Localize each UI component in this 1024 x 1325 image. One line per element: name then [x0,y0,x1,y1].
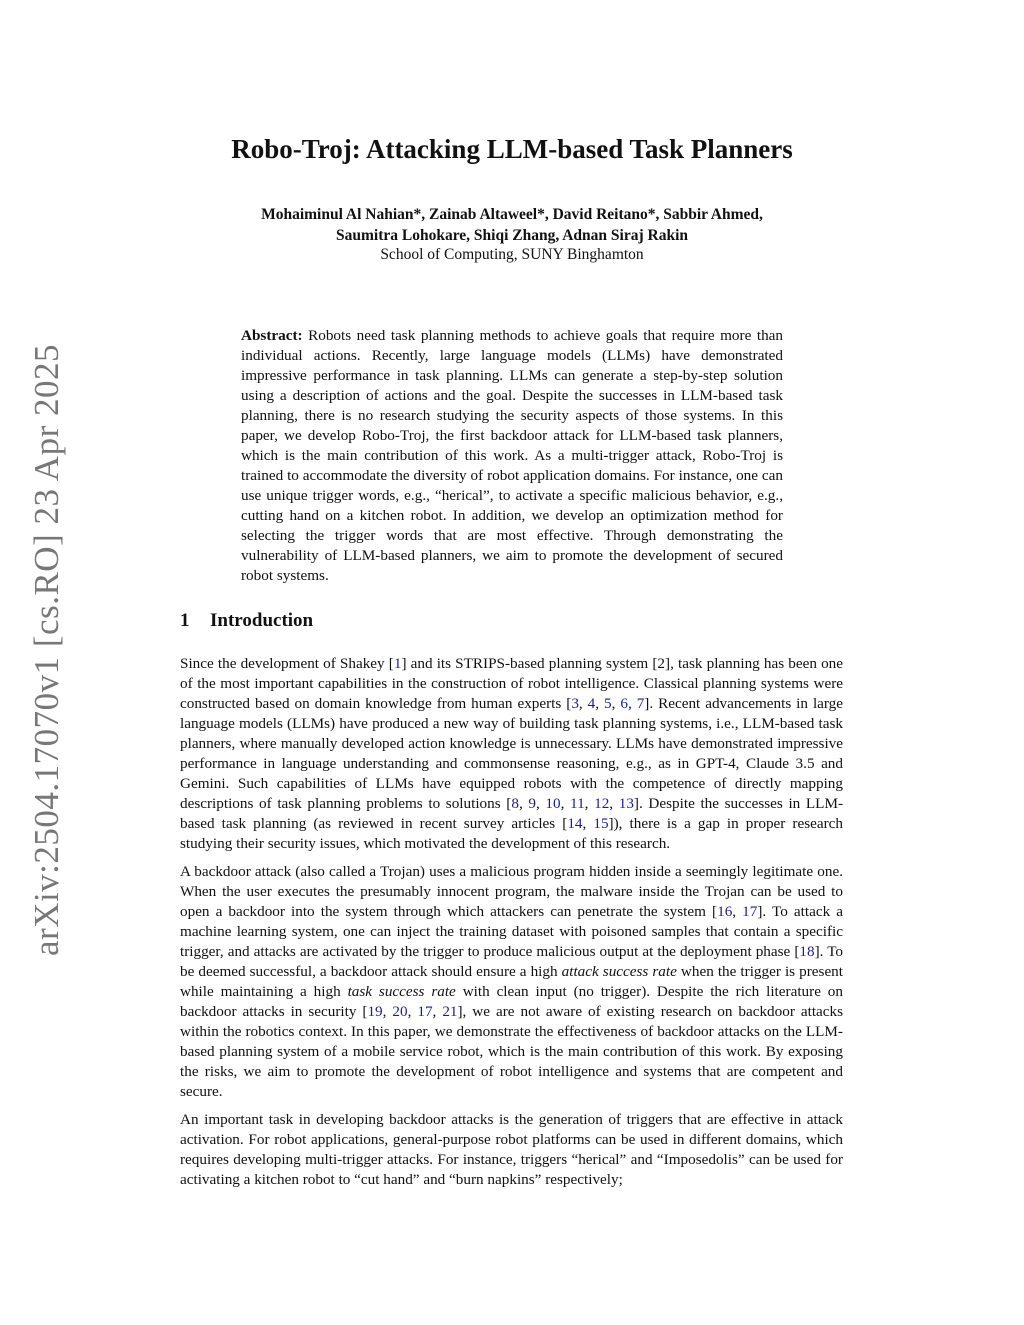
section-number: 1 [180,610,190,631]
section-heading-introduction [180,610,313,632]
citation-link[interactable]: 5 [604,695,612,712]
author-line-1: Mohaiminul Al Nahian*, Zainab Altaweel*, David Reitano*, Sabbir Ahmed, [261,206,763,223]
emphasis-task-success-rate: task success rate [347,983,456,1000]
citation-link[interactable]: 11 [570,795,585,812]
emphasis-attack-success-rate: attack success rate [561,963,677,980]
arxiv-identifier-text: arXiv:2504.17070v1 [cs.RO] 23 Apr 2025 [27,343,67,957]
citation-link[interactable]: 8 [511,795,519,812]
citation-link[interactable]: 3 [571,695,579,712]
citation-link[interactable]: 18 [799,943,815,960]
arxiv-identifier-stamp [22,343,72,957]
abstract-text: Robots need task planning methods to achieve goals that require more than individual actions. Recently, large language models (LLMs) have demonstrated impressive performance in task planning. LLMs can generate a step-by-step solution using a description of actions and the goal. Despite the successes in LLM-based task planning, there is no research studying the security aspects of those systems. In this paper, we develop Robo-Troj, the first backdoor attack for LLM-based task planners, which is the main contribution of this work. As a multi-trigger attack, Robo-Troj is trained to accommodate the diversity of robot application domains. For instance, one can use unique trigger words, e.g., “herical”, to activate a specific malicious behavior, e.g., cutting hand on a kitchen robot. In addition, we develop an optimization method for selecting the trigger words that are most effective. Through demonstrating the vulnerability of LLM-based planners, we aim to promote the development of secured robot systems. [241,327,783,584]
citation-link[interactable]: 14 [567,815,583,832]
citation-link[interactable]: 6 [620,695,628,712]
intro-paragraph-1: Since the development of Shakey [1] and its STRIPS-based planning system [2], task planning has been one of the most important capabilities in the construction of robot intelligence. Classical planning systems were constructed based on domain knowledge from human experts [3, 4, 5, 6, 7]. Recent advancements in large language models (LLMs) have produced a new way of building task planning systems, i.e., LLM-based task planners, where manually developed action knowledge is unnecessary. LLMs have demonstrated impressive performance in language understanding and commonsense reasoning, e.g., as in GPT-4, Claude 3.5 and Gemini. Such capabilities of LLMs have equipped robots with the competence of directly mapping descriptions of task planning problems to solutions [8, 9, 10, 11, 12, 13]. Despite the successes in LLM-based task planning (as reviewed in recent survey articles [14, 15]), there is a gap in proper research studying their security issues, which motivated the development of this research. [180,655,844,852]
introduction-body [180,654,843,1198]
intro-paragraph-3: An important task in developing backdoor attacks is the generation of triggers that are effective in attack activation. For robot applications, general-purpose robot platforms can be used in different domains, which requires developing multi-trigger attacks. For instance, triggers “herical” and “Imposedolis” can be used for activating a kitchen robot to “cut hand” and “burn napkins” respectively; [180,1111,843,1188]
affiliation: School of Computing, SUNY Binghamton [380,246,644,263]
author-line-2: Saumitra Lohokare, Shiqi Zhang, Adnan Siraj Rakin [335,227,689,244]
citation-link[interactable]: 1 [393,655,402,672]
abstract [241,326,783,586]
abstract-label: Abstract: [241,327,303,344]
citation-link[interactable]: 10 [545,795,561,812]
citation-link[interactable]: 7 [636,695,645,712]
intro-paragraph-2: A backdoor attack (also called a Trojan) uses a malicious program hidden inside a seemingly legitimate one. When the user executes the presumably innocent program, the malware inside the Trojan can be used to open a backdoor into the system through which attackers can penetrate the system [16, 17]. To attack a machine learning system, one can inject the training dataset with poisoned samples that contain a specific trigger, and attacks are activated by the trigger to produce malicious output at the deployment phase [18]. To be deemed successful, a backdoor attack should ensure a high attack success rate when the trigger is present while maintaining a high task success rate with clean input (no trigger). Despite the rich literature on backdoor attacks in security [19, 20, 17, 21], we are not aware of existing research on backdoor attacks within the robotics context. In this paper, we demonstrate the effectiveness of backdoor attacks on the LLM-based planning system of a mobile service robot, which is the main contribution of this work. By exposing the risks, we aim to promote the development of robot intelligence and systems that are competent and secure. [180,863,844,1100]
citation-link[interactable]: 16 [717,903,733,920]
paper-title: Robo-Troj: Attacking LLM-based Task Planners [231,134,793,164]
author-list [0,204,1024,246]
citation-link[interactable]: 4 [587,695,596,712]
citation-link[interactable]: 12 [594,795,610,812]
citation-link[interactable]: 19 [367,1003,383,1020]
citation-text: 2 [657,655,666,672]
citation-link[interactable]: 15 [593,815,609,832]
section-title: Introduction [210,610,314,631]
citation-link[interactable]: 21 [442,1003,458,1020]
citation-link[interactable]: 17 [417,1003,433,1020]
citation-link[interactable]: 20 [392,1003,408,1020]
citation-link[interactable]: 13 [618,795,634,812]
citation-link[interactable]: 17 [742,903,758,920]
citation-link[interactable]: 9 [528,795,536,812]
